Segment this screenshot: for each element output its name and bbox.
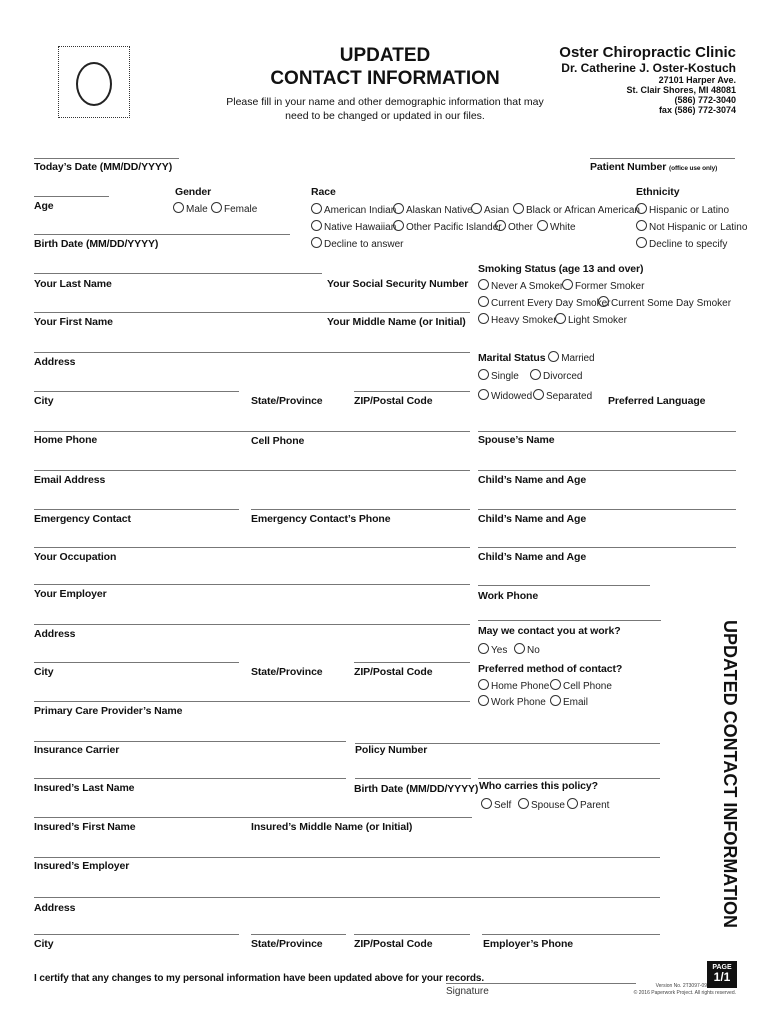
method-option-home-phone[interactable]: Home Phone — [478, 679, 549, 692]
radio-icon — [513, 203, 524, 214]
radio-icon — [478, 695, 489, 706]
policy-option-parent[interactable]: Parent — [567, 798, 609, 811]
form-title-line2: CONTACT INFORMATION — [270, 68, 500, 89]
certify-statement: I certify that any changes to my personal information have been updated above for your records. — [34, 973, 485, 984]
insured-first-field[interactable] — [34, 817, 472, 818]
radio-icon — [537, 220, 548, 231]
spouse-name-field[interactable] — [478, 431, 736, 432]
email-field[interactable] — [34, 470, 470, 471]
insured-last-field[interactable] — [34, 778, 346, 779]
zip-label: ZIP/Postal Code — [354, 395, 433, 407]
insured-address-label: Address — [34, 902, 76, 914]
first-name-label: Your First Name — [34, 316, 113, 328]
insured-birth-label: Birth Date (MM/DD/YYYY) — [354, 783, 479, 795]
who-carries-label: Who carries this policy? — [479, 780, 598, 792]
occupation-field[interactable] — [34, 547, 470, 548]
employer-city-field[interactable] — [34, 662, 239, 663]
radio-icon — [550, 679, 561, 690]
todays-date-field[interactable] — [34, 158, 179, 159]
ethnicity-label: Ethnicity — [636, 186, 680, 198]
marital-option-married[interactable]: Married — [561, 353, 595, 364]
radio-icon — [514, 643, 525, 654]
radio-icon — [636, 203, 647, 214]
cell-phone-label: Cell Phone — [251, 435, 305, 447]
last-name-label: Your Last Name — [34, 278, 112, 290]
radio-icon — [478, 313, 489, 324]
form-title-line1: UPDATED — [339, 45, 431, 66]
race-option-american-indian[interactable]: American Indian — [311, 203, 396, 216]
method-option-work-phone[interactable]: Work Phone — [478, 695, 546, 708]
employer-state-label: State/Province — [251, 666, 323, 678]
insured-zip-label: ZIP/Postal Code — [354, 938, 433, 950]
last-name-field[interactable] — [34, 273, 322, 274]
race-option-decline[interactable]: Decline to answer — [311, 237, 403, 250]
insured-employer-field[interactable] — [34, 857, 660, 858]
insured-address-field[interactable] — [34, 897, 660, 898]
race-option-pacific-islander[interactable]: Other Pacific Islander — [393, 220, 502, 233]
age-label: Age — [34, 200, 54, 212]
insured-middle-label: Insured’s Middle Name (or Initial) — [251, 821, 413, 833]
insured-state-field[interactable] — [251, 934, 346, 935]
radio-icon — [530, 369, 541, 380]
gender-option-male[interactable]: Male — [173, 202, 208, 215]
policy-number-label: Policy Number — [355, 744, 428, 756]
smoking-status-label: Smoking Status (age 13 and over) — [478, 263, 644, 275]
copyright-text: © 2016 Paperwork Project. All rights reserved. — [633, 990, 736, 996]
radio-icon — [548, 351, 559, 362]
page-box — [707, 961, 737, 988]
race-label: Race — [311, 186, 336, 198]
emergency-phone-field[interactable] — [251, 509, 470, 510]
version-text: Version No. 2T3097-09 — [655, 983, 707, 989]
who-carries-line — [478, 778, 660, 779]
occupation-label: Your Occupation — [34, 551, 117, 563]
radio-icon — [311, 220, 322, 231]
gender-option-female[interactable]: Female — [211, 202, 257, 215]
radio-icon — [173, 202, 184, 213]
emergency-contact-field[interactable] — [34, 509, 239, 510]
radio-icon — [478, 279, 489, 290]
emergency-phone-label: Emergency Contact’s Phone — [251, 513, 391, 525]
emergency-contact-label: Emergency Contact — [34, 513, 131, 525]
employer-address-label: Address — [34, 628, 76, 640]
zip-field[interactable] — [354, 391, 470, 392]
employer-zip-label: ZIP/Postal Code — [354, 666, 433, 678]
policy-option-self[interactable]: Self — [481, 798, 511, 811]
insurance-carrier-field[interactable] — [34, 741, 346, 742]
child3-field[interactable] — [478, 547, 736, 548]
radio-icon — [555, 313, 566, 324]
insured-city-field[interactable] — [34, 934, 239, 935]
patient-number-label: Patient Number (office use only) — [590, 161, 718, 173]
insured-last-label: Insured’s Last Name — [34, 782, 135, 794]
radio-icon — [211, 202, 222, 213]
home-phone-label: Home Phone — [34, 434, 98, 446]
clinic-name: Oster Chiropractic Clinic — [559, 44, 736, 61]
radio-icon — [550, 695, 561, 706]
marital-option-separated[interactable]: Separated — [533, 389, 592, 402]
race-option-native-hawaiian[interactable]: Native Hawaiian — [311, 220, 396, 233]
todays-date-label: Today’s Date (MM/DD/YYYY) — [34, 161, 173, 173]
work-phone-field[interactable] — [478, 585, 650, 586]
ssn-label: Your Social Security Number — [327, 278, 469, 290]
state-label: State/Province — [251, 395, 323, 407]
home-phone-field[interactable] — [34, 431, 470, 432]
child2-label: Child’s Name and Age — [478, 513, 587, 525]
form-subtitle-line2: need to be changed or updated in our files. — [285, 110, 485, 122]
contact-work-option-no[interactable]: No — [514, 643, 540, 656]
middle-name-label: Your Middle Name (or Initial) — [327, 316, 466, 328]
insured-zip-field[interactable] — [354, 934, 470, 935]
insured-employer-label: Insured’s Employer — [34, 860, 130, 872]
radio-icon — [533, 389, 544, 400]
insurance-carrier-label: Insurance Carrier — [34, 744, 120, 756]
clinic-fax: fax (586) 772-3074 — [658, 105, 736, 115]
clinic-street: 27101 Harper Ave. — [658, 75, 736, 85]
employer-city-label: City — [34, 666, 54, 678]
clinic-phone: (586) 772-3040 — [674, 95, 736, 105]
ethnicity-option-not-hispanic[interactable]: Not Hispanic or Latino — [636, 220, 747, 233]
race-option-alaskan-native[interactable]: Alaskan Native — [393, 203, 473, 216]
birth-date-label: Birth Date (MM/DD/YYYY) — [34, 238, 159, 250]
address-field[interactable] — [34, 352, 470, 353]
signature-field[interactable] — [446, 983, 636, 984]
ethnicity-option-hispanic[interactable]: Hispanic or Latino — [636, 203, 729, 216]
spouse-name-label: Spouse’s Name — [478, 434, 555, 446]
ethnicity-option-decline[interactable]: Decline to specify — [636, 237, 727, 250]
employer-phone-field[interactable] — [482, 934, 660, 935]
city-field[interactable] — [34, 391, 239, 392]
first-name-field[interactable] — [34, 312, 470, 313]
birth-date-field[interactable] — [34, 234, 290, 235]
marital-option-divorced[interactable]: Divorced — [530, 369, 582, 382]
contact-at-work-label: May we contact you at work? — [478, 625, 621, 637]
child3-label: Child’s Name and Age — [478, 551, 587, 563]
child2-field[interactable] — [478, 509, 736, 510]
page-number: 1/1 — [713, 970, 731, 984]
age-field[interactable] — [34, 196, 109, 197]
radio-icon — [311, 203, 322, 214]
pcp-label: Primary Care Provider’s Name — [34, 705, 183, 717]
radio-icon — [518, 798, 529, 809]
contact-work-option-yes[interactable]: Yes — [478, 643, 507, 656]
radio-icon — [478, 296, 489, 307]
race-option-white[interactable]: White — [537, 220, 576, 233]
employer-field[interactable] — [34, 584, 470, 585]
radio-icon — [636, 220, 647, 231]
contact-work-line — [478, 620, 661, 621]
child1-label: Child’s Name and Age — [478, 474, 587, 486]
marital-option-single[interactable]: Single — [478, 369, 519, 382]
race-option-other[interactable]: Other — [495, 220, 533, 233]
logo-circle — [76, 62, 112, 106]
smoking-option-current-some-day[interactable]: Current Some Day Smoker — [598, 296, 731, 309]
race-option-asian[interactable]: Asian — [471, 203, 509, 216]
race-option-black[interactable]: Black or African American — [513, 203, 640, 216]
page-label: PAGE — [712, 964, 732, 971]
radio-icon — [478, 643, 489, 654]
work-phone-label: Work Phone — [478, 590, 539, 602]
gender-label: Gender — [175, 186, 212, 198]
vertical-title: UPDATED CONTACT INFORMATION — [720, 620, 740, 928]
employer-address-field[interactable] — [34, 624, 470, 625]
patient-number-field[interactable] — [590, 158, 735, 159]
marital-option-widowed[interactable]: Widowed — [478, 389, 532, 402]
radio-icon — [478, 389, 489, 400]
smoking-option-heavy[interactable]: Heavy Smoker — [478, 313, 557, 326]
form-subtitle-line1: Please fill in your name and other demographic information that may — [226, 96, 544, 108]
radio-icon — [567, 798, 578, 809]
smoking-option-never[interactable]: Never A Smoker — [478, 279, 563, 292]
employer-phone-label: Employer’s Phone — [483, 938, 574, 950]
method-option-email[interactable]: Email — [550, 695, 588, 708]
child1-field[interactable] — [478, 470, 736, 471]
smoking-option-former[interactable]: Former Smoker — [562, 279, 644, 292]
email-label: Email Address — [34, 474, 106, 486]
radio-icon — [481, 798, 492, 809]
city-label: City — [34, 395, 54, 407]
radio-icon — [393, 203, 404, 214]
insured-city-label: City — [34, 938, 54, 950]
preferred-method-label: Preferred method of contact? — [478, 663, 623, 675]
insured-first-label: Insured’s First Name — [34, 821, 136, 833]
insured-state-label: State/Province — [251, 938, 323, 950]
smoking-option-current-every-day[interactable]: Current Every Day Smoker — [478, 296, 610, 309]
radio-icon — [478, 679, 489, 690]
pcp-field[interactable] — [34, 701, 470, 702]
radio-icon — [393, 220, 404, 231]
policy-option-spouse[interactable]: Spouse — [518, 798, 565, 811]
employer-zip-field[interactable] — [354, 662, 470, 663]
signature-label: Signature — [446, 986, 489, 997]
radio-icon — [478, 369, 489, 380]
smoking-option-light[interactable]: Light Smoker — [555, 313, 627, 326]
radio-icon — [562, 279, 573, 290]
radio-icon — [311, 237, 322, 248]
radio-icon — [636, 237, 647, 248]
address-label: Address — [34, 356, 76, 368]
clinic-city: St. Clair Shores, MI 48081 — [626, 85, 736, 95]
preferred-language-label: Preferred Language — [608, 395, 706, 407]
insured-birth-field[interactable] — [355, 778, 471, 779]
clinic-doctor: Dr. Catherine J. Oster-Kostuch — [561, 61, 736, 75]
radio-icon — [598, 296, 609, 307]
radio-icon — [495, 220, 506, 231]
marital-status-label: Marital Status Married — [478, 352, 595, 364]
employer-label: Your Employer — [34, 588, 107, 600]
method-option-cell-phone[interactable]: Cell Phone — [550, 679, 612, 692]
radio-icon — [471, 203, 482, 214]
